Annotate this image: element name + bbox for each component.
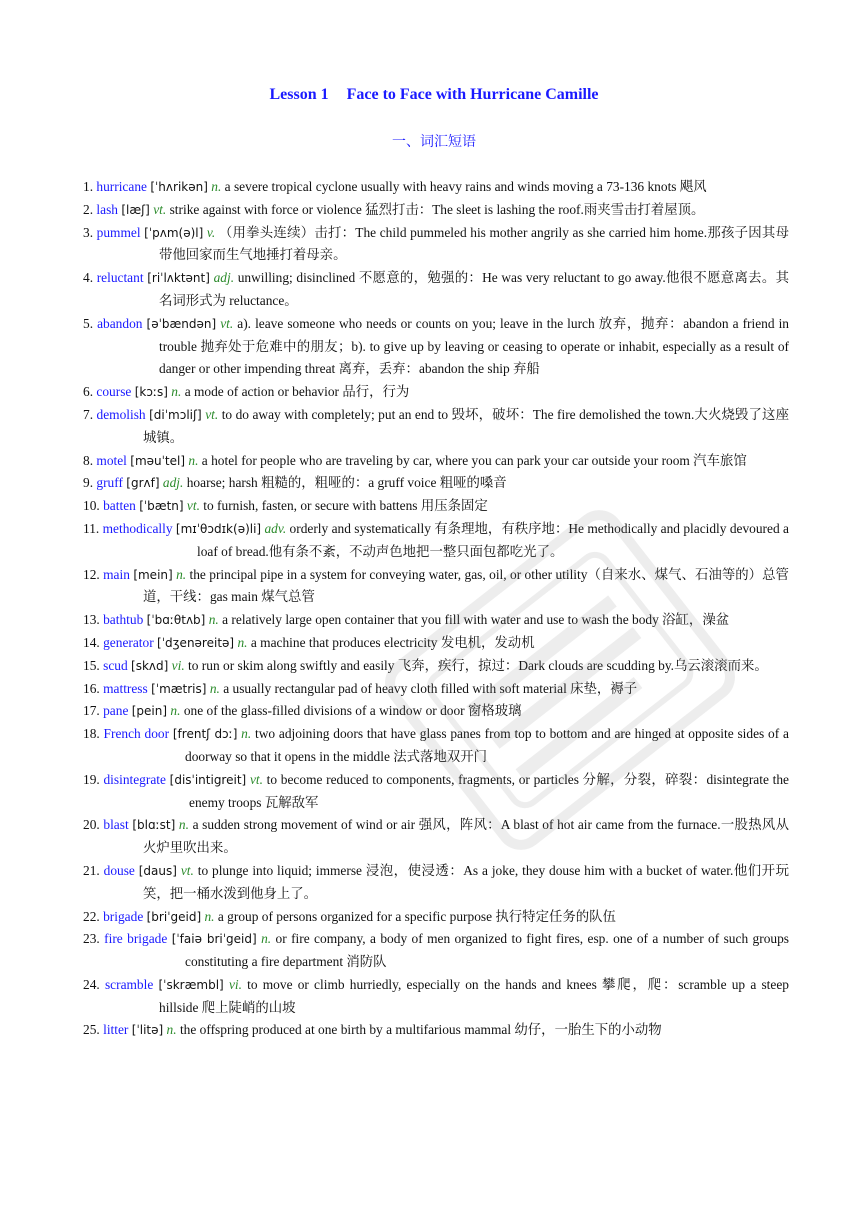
entry-word: mattress [103, 680, 148, 696]
entry-number: 3. [83, 224, 94, 240]
entry-definition: strike against with force or violence 猛烈打击：The sleet is lashing the roof.雨夹雪击打着屋顶。 [169, 201, 705, 217]
entry-definition: to move or climb hurriedly, especially on the hands and knees 攀爬，爬：scramble up a steep hillside 爬上陡峭的山坡 [159, 976, 789, 1015]
entry-definition: two adjoining doors that have glass panes from top to bottom and are hinged at opposite sides of a doorway so that it opens in the middle 法式落地双开门 [185, 726, 789, 764]
entry-definition: orderly and systematically 有条理地，有秩序地：He methodically and placidly devoured a loaf of bread.他有条不紊，不动声色地把一整只面包都吃光了。 [197, 520, 789, 559]
entry-phonetic: [mein] [133, 567, 173, 582]
entry-word: motel [96, 452, 127, 468]
vocab-entry [83, 381, 789, 404]
vocab-entry [83, 199, 789, 222]
entry-word: abandon [97, 315, 143, 331]
vocabulary-list [83, 176, 789, 1042]
entry-phonetic: [ˈlitə] [131, 1023, 164, 1038]
entry-number: 9. [83, 475, 94, 491]
entry-word: batten [103, 498, 136, 514]
entry-part-of-speech: vt. [205, 406, 219, 422]
entry-definition: to do away with completely; put an end to 毁坏，破坏：The fire demolished the town.大火烧毁了这座城镇。 [143, 406, 789, 445]
entry-word: main [103, 566, 130, 582]
entry-word: French door [103, 726, 170, 742]
section-heading: 一、词汇短语 [392, 135, 476, 150]
entry-part-of-speech: adv. [264, 520, 287, 536]
entry-word: bathtub [103, 612, 144, 628]
vocab-entry [83, 678, 789, 701]
entry-part-of-speech: adj. [162, 475, 184, 491]
vocab-entry [83, 700, 789, 723]
entry-part-of-speech: v. [206, 224, 216, 240]
entry-definition: to plunge into liquid; immerse 浸泡，使浸透：As a joke, they douse him with a bucket of water.他们开玩笑，把一桶水泼到他身上了。 [143, 862, 789, 901]
entry-part-of-speech: n. [204, 908, 215, 924]
vocab-entry [83, 769, 789, 815]
entry-part-of-speech: n. [171, 384, 182, 400]
entry-number: 8. [83, 452, 94, 468]
entry-definition: a severe tropical cyclone usually with heavy rains and winds moving a 73-136 knots 飓风 [224, 179, 707, 194]
entry-definition: a mode of action or behavior 品行，行为 [184, 384, 410, 400]
entry-number: 15. [83, 657, 100, 673]
entry-phonetic: [pein] [131, 704, 168, 719]
vocab-entry [83, 472, 789, 495]
entry-definition: or fire company, a body of men organized to fight fires, esp. one of a number of such groups constituting a fire department 消防队 [185, 931, 789, 970]
entry-number: 2. [83, 201, 94, 217]
entry-number: 23. [83, 931, 100, 947]
entry-word: hurricane [96, 179, 147, 194]
entry-phonetic: [ˈfaiə briˈgeid] [171, 932, 257, 947]
entry-part-of-speech: vi. [171, 657, 185, 673]
entry-word: disintegrate [103, 771, 166, 787]
entry-number: 4. [83, 270, 94, 286]
vocab-entry [83, 564, 789, 610]
entry-part-of-speech: n. [178, 817, 189, 833]
entry-number: 25. [83, 1022, 100, 1038]
entry-word: litter [103, 1022, 129, 1038]
entry-phonetic: [frentʃ dɔː] [172, 727, 238, 742]
entry-definition: the principal pipe in a system for conveying water, gas, oil, or other utility（自来水、煤气、石油等的）总管道，干线：gas main 煤气总管 [143, 566, 789, 605]
vocab-entry [83, 1019, 789, 1042]
entry-number: 21. [83, 862, 100, 878]
vocab-entry [83, 495, 789, 518]
entry-part-of-speech: n. [237, 634, 248, 650]
entry-word: pummel [96, 224, 141, 240]
lesson-name: Face to Face with Hurricane Camille [346, 86, 599, 103]
entry-part-of-speech: vi. [228, 976, 242, 992]
entry-definition: one of the glass-filled divisions of a window or door 窗格玻璃 [183, 703, 522, 719]
entry-phonetic: [əˈbændən] [146, 316, 217, 331]
entry-word: gruff [96, 475, 123, 491]
entry-definition: to become reduced to components, fragments, or particles 分解，分裂，碎裂：disintegrate the enemy troops 瓦解敌军 [189, 771, 789, 810]
entry-part-of-speech: n. [241, 726, 252, 742]
entry-phonetic: [diˈmɔliʃ] [149, 407, 202, 422]
entry-word: methodically [102, 520, 173, 536]
vocab-entry [83, 313, 789, 381]
entry-number: 12. [83, 566, 100, 582]
entry-word: fire brigade [104, 931, 168, 947]
entry-word: generator [103, 634, 154, 650]
entry-phonetic: [ˈpʌm(ə)l] [144, 225, 204, 240]
entry-part-of-speech: vt. [186, 498, 200, 514]
entry-phonetic: [ˈmætris] [151, 681, 207, 696]
entry-word: blast [103, 817, 129, 833]
entry-phonetic: [mɪˈθɔdɪk(ə)li] [175, 521, 262, 536]
entry-number: 20. [83, 817, 100, 833]
entry-definition: a sudden strong movement of wind or air 强风，阵风：A blast of hot air came from the furnace.一股热风从火炉里吹出来。 [143, 817, 789, 856]
entry-part-of-speech: n. [166, 1022, 177, 1038]
entry-definition: a hotel for people who are traveling by car, where you can park your car outside your room 汽车旅馆 [201, 452, 747, 468]
vocab-entry [83, 450, 789, 473]
entry-phonetic: [læʃ] [121, 202, 150, 217]
entry-phonetic: [ˈhʌrikən] [150, 180, 208, 194]
entry-definition: （用拳头连续）击打：The child pummeled his mother angrily as she carried him home.那孩子因其母带他回家而生气地捶打着母亲。 [159, 224, 789, 263]
entry-word: reluctant [96, 270, 144, 286]
entry-number: 13. [83, 612, 100, 628]
entry-word: douse [103, 862, 135, 878]
entry-number: 22. [83, 908, 100, 924]
vocab-entry [83, 404, 789, 450]
vocab-entry [83, 267, 789, 313]
vocab-entry [83, 655, 789, 678]
entry-part-of-speech: n. [176, 566, 187, 582]
lesson-number: Lesson 1 [269, 86, 329, 103]
entry-definition: hoarse; harsh 粗糙的，粗哑的：a gruff voice 粗哑的嗓音 [186, 475, 507, 491]
entry-definition: to furnish, fasten, or secure with battens 用压条固定 [203, 498, 488, 514]
entry-number: 17. [83, 703, 100, 719]
entry-definition: unwilling; disinclined 不愿意的，勉强的：He was very reluctant to go away.他很不愿意离去。其名词形式为 reluctance。 [159, 270, 789, 308]
entry-phonetic: [ˈdʒenəreitə] [157, 635, 235, 650]
entry-number: 5. [83, 315, 94, 331]
entry-part-of-speech: vt. [249, 771, 263, 787]
entry-phonetic: [briˈgeid] [146, 909, 202, 924]
entry-part-of-speech: n. [188, 452, 199, 468]
entry-phonetic: [riˈlʌktənt] [147, 271, 210, 286]
entry-part-of-speech: vt. [220, 315, 234, 331]
entry-number: 16. [83, 680, 100, 696]
vocab-entry [83, 906, 789, 929]
entry-definition: a relatively large open container that you fill with water and use to wash the body 浴缸，澡盆 [222, 612, 730, 628]
entry-part-of-speech: vt. [180, 862, 194, 878]
entry-definition: the offspring produced at one birth by a multifarious mammal 幼仔，一胎生下的小动物 [179, 1022, 662, 1038]
entry-part-of-speech: n. [211, 179, 222, 194]
entry-definition: a usually rectangular pad of heavy cloth filled with soft material 床垫，褥子 [223, 680, 638, 696]
vocab-entry [83, 723, 789, 769]
entry-word: scud [103, 657, 128, 673]
vocab-entry [83, 860, 789, 906]
entry-phonetic: [skʌd] [131, 658, 169, 673]
entry-phonetic: [disˈintigreit] [169, 772, 247, 787]
entry-definition: a group of persons organized for a specific purpose 执行特定任务的队伍 [217, 908, 616, 924]
entry-phonetic: [məuˈtel] [130, 453, 186, 468]
entry-phonetic: [ˈbætn] [139, 499, 184, 514]
entry-part-of-speech: adj. [213, 270, 235, 286]
entry-part-of-speech: n. [209, 680, 220, 696]
vocab-entry [83, 609, 789, 632]
entry-number: 10. [83, 498, 100, 514]
entry-phonetic: [ˈbɑːθtʌb] [146, 613, 206, 628]
entry-word: pane [103, 703, 129, 719]
vocab-entry [83, 632, 789, 655]
entry-phonetic: [blɑːst] [132, 818, 176, 833]
entry-number: 19. [83, 771, 100, 787]
entry-part-of-speech: n. [261, 931, 272, 947]
entry-phonetic: [kɔːs] [134, 385, 168, 400]
vocab-entry [83, 176, 789, 199]
entry-number: 11. [83, 520, 100, 536]
entry-number: 18. [83, 726, 100, 742]
entry-definition: to run or skim along swiftly and easily 飞奔，疾行，掠过：Dark clouds are scudding by.乌云滚滚而来。 [188, 657, 768, 673]
entry-number: 6. [83, 384, 94, 400]
entry-word: demolish [96, 406, 146, 422]
vocab-entry [83, 518, 789, 564]
entry-word: scramble [104, 976, 154, 992]
entry-number: 7. [83, 406, 94, 422]
entry-part-of-speech: n. [208, 612, 219, 628]
entry-phonetic: [ˈskræmbl] [158, 977, 224, 992]
lesson-title [0, 86, 868, 104]
entry-part-of-speech: vt. [153, 201, 167, 217]
entry-phonetic: [grʌf] [126, 476, 160, 491]
entry-word: course [96, 384, 132, 400]
vocab-entry [83, 928, 789, 974]
vocab-entry [83, 814, 789, 860]
entry-phonetic: [daus] [138, 863, 177, 878]
vocab-entry [83, 222, 789, 268]
entry-part-of-speech: n. [170, 703, 181, 719]
entry-definition: a machine that produces electricity 发电机，发动机 [250, 634, 535, 650]
entry-number: 24. [83, 976, 100, 992]
vocab-entry [83, 974, 789, 1020]
entry-number: 1. [83, 179, 94, 194]
entry-definition: a). leave someone who needs or counts on you; leave in the lurch 放弃，抛弃：abandon a friend in trouble 抛弃处于危难中的朋友；b). to give up by leaving or ceasing to operate or inhabit, especially as a result of danger or other impending threat 离弃，丢弃：abandon the ship 弃船 [159, 315, 789, 377]
entry-number: 14. [83, 634, 100, 650]
entry-word: brigade [103, 908, 144, 924]
entry-word: lash [96, 201, 118, 217]
